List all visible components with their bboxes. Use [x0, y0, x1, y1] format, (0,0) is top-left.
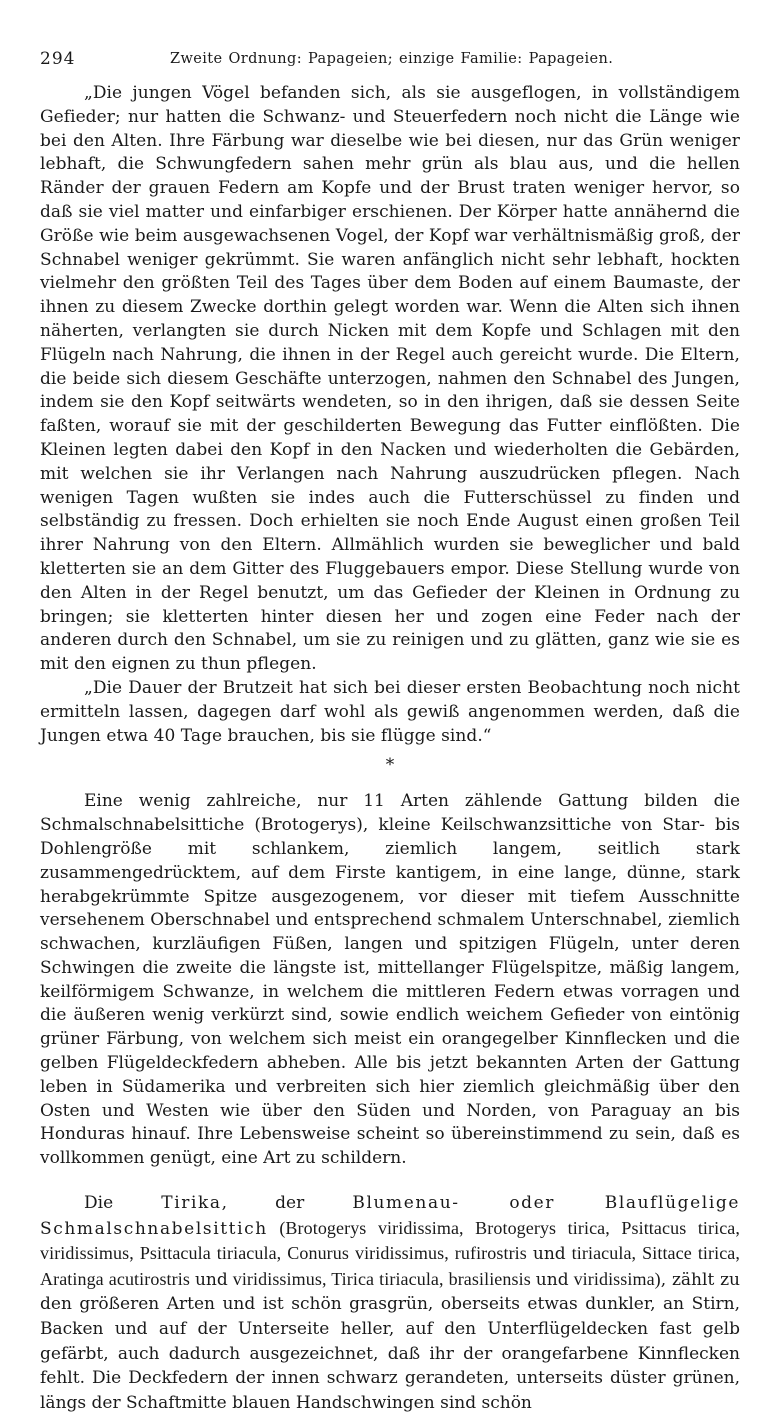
species-latin-synonyms-4: viridissima)	[568, 1268, 661, 1289]
species-intro: Die	[84, 1193, 162, 1214]
species-alternate-names: Blumenau- oder Blauflügelige Schmalschnabelsittich	[40, 1193, 740, 1239]
species-latin-synonyms-1: (Brotogerys viridissima, Brotogerys tirica, Psittacus tirica, viridissimus, Psittacula tiriacula, Conurus viridissimus, rufirostris	[40, 1217, 740, 1264]
species-after-name: , der	[221, 1193, 353, 1214]
species-common-name: Tirika	[161, 1193, 222, 1214]
species-latin-synonyms-2: tiriacula, Sittace tirica, Aratinga acutirostris	[40, 1243, 740, 1289]
species-paragraph	[40, 1191, 740, 1415]
section-separator: *	[385, 755, 395, 776]
species-section	[40, 1191, 740, 1415]
quote-paragraph-1: „Die jungen Vögel befanden sich, als sie ausgeflogen, in vollständigem Gefieder; nur hatten die Schwanz- und Steuerfedern noch nicht die Länge wie bei den Alten. Ihre Färbung war dieselbe wie bei diesen, nur das Grün weniger lebhaft, die Schwungfedern sahen mehr grün als blau aus, und die hellen Ränder der grauen Federn am Kopfe und der Brust traten weniger hervor, so daß sie viel matter und einfarbiger erschienen. Der Körper hatte annähernd die Größe wie beim ausgewachsenen Vogel, der Kopf war verhältnismäßig groß, der Schnabel weniger gekrümmt. Sie waren anfänglich nicht sehr lebhaft, hockten vielmehr den größten Teil des Tages über dem Boden auf einem Baumaste, der ihnen zu diesem Zwecke dorthin gelegt worden war. Wenn die Alten sich ihnen näherten, verlangten sie durch Nicken mit dem Kopfe und Schlagen mit den Flügeln nach Nahrung, die ihnen in der Regel auch gereicht wurde. Die Eltern, die beide sich diesem Geschäfte unterzogen, nahmen den Schnabel des Jungen, indem sie den Kopf seitwärts wendeten, so in den ihrigen, daß sie dessen Seite faßten, worauf sie mit der geschilderten Bewegung das Futter einflößten. Die Kleinen legten dabei den Kopf in den Nacken und wiederholten die Gebärden, mit welchen sie ihr Verlangen nach Nahrung auszudrücken pflegen. Nach wenigen Tagen wußten sie indes auch die Futterschüssel zu finden und selbständig zu fressen. Doch erhielten sie noch Ende August einen großen Teil ihrer Nahrung von den Eltern. Allmählich wurden sie beweglicher und bald kletterten sie an dem Gitter des Fluggebauers empor. Diese Stellung wurde von den Alten in der Regel benutzt, um das Gefieder der Kleinen in Ordnung zu bringen; sie kletterten hinter diesen her und zogen eine Feder nach der anderen durch den Schnabel, um sie zu reinigen und zu glätten, ganz wie sie es mit den eignen zu thun pflegen.	[40, 83, 740, 675]
species-und-3: und	[535, 1269, 569, 1290]
species-und-2: und	[194, 1269, 228, 1290]
running-title: Zweite Ordnung: Papageien; einzige Familie: Papageien.	[170, 51, 614, 67]
quote-block	[40, 82, 740, 748]
genus-section	[40, 790, 740, 1171]
species-und-1: und	[532, 1244, 566, 1265]
page-header	[40, 46, 740, 72]
species-description: , zählt zu den größeren Arten und ist schön grasgrün, oberseits etwas dunkler, an Stirn, Backen und auf der Unterseite heller, auf den Unterflügeldecken fast gelb gefärbt, auch dadurch ausgezeichnet, daß ihr der orangefarbene Kinnflecken fehlt. Die Deckfedern der innen schwarz gerandeten, unterseits düster grünen, längs der Schaftmitte blauen Handschwingen sind schön	[40, 1269, 740, 1413]
quote-paragraph-2: „Die Dauer der Brutzeit hat sich bei dieser ersten Beobachtung noch nicht ermitteln lassen, dagegen darf wohl als gewiß angenommen werden, daß die Jungen etwa 40 Tage brauchen, bis sie flügge sind.“	[40, 677, 740, 746]
page-number: 294	[40, 49, 76, 69]
species-latin-synonyms-3: viridissimus, Tirica tiriacula, brasiliensis	[227, 1268, 536, 1289]
page-body	[40, 82, 740, 1415]
genus-paragraph: Eine wenig zahlreiche, nur 11 Arten zählende Gattung bilden die Schmalschnabelsittiche (Brotogerys), kleine Keilschwanzsittiche von Star- bis Dohlengröße mit schlankem, ziemlich langem, seitlich stark zusammengedrücktem, auf dem Firste kantigem, in eine lange, dünne, stark herabgekrümmte Spitze ausgezogenem, vor dieser mit tiefem Ausschnitte versehenem Oberschnabel und entsprechend schmalem Unterschnabel, ziemlich schwachen, kurzläufigen Füßen, langen und spitzigen Flügeln, unter deren Schwingen die zweite die längste ist, mittellanger Flügelspitze, mäßig langem, keilförmigem Schwanze, in welchem die mittleren Federn etwas vorragen und die äußeren wenig verkürzt sind, sowie endlich weichem Gefieder von eintönig grüner Färbung, von welchem sich meist ein orangegelber Kinnflecken und die gelben Flügeldeckfedern abheben. Alle bis jetzt bekannten Arten der Gattung leben in Südamerika und verbreiten sich hier ziemlich gleichmäßig über den Osten und Westen wie über den Süden und Norden, von Paraguay an bis Honduras hinauf. Ihre Lebensweise scheint so übereinstimmend zu sein, daß es vollkommen genügt, eine Art zu schildern.	[40, 791, 740, 1169]
